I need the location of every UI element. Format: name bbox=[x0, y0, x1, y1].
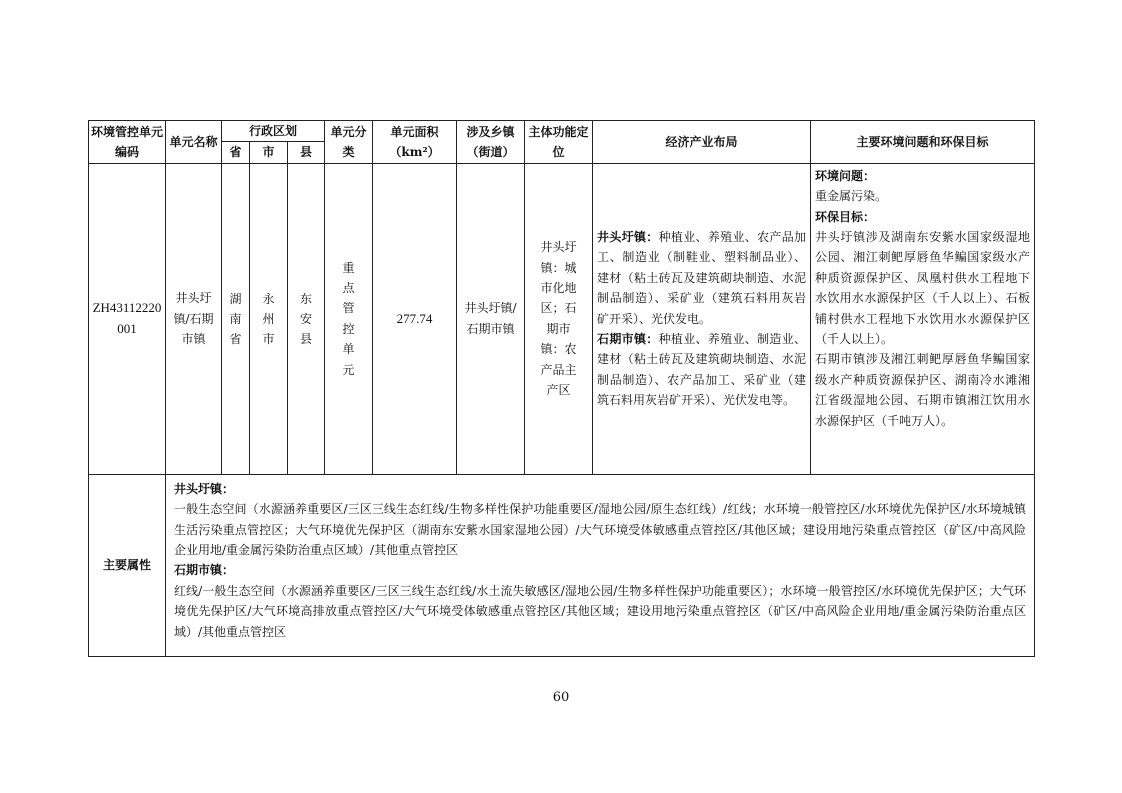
issues-problem-text: 重金属污染。 bbox=[815, 189, 888, 204]
attributes-town2-label: 石期市镇： bbox=[174, 563, 235, 578]
cell-city bbox=[250, 163, 288, 474]
economy-town1-text: 种植业、养殖业、农产品加工、制造业（制鞋业、塑料制品业）、建材（粘土砖瓦及建筑砌块制造、水泥制品制造）、采矿业（建筑石料用灰岩矿开采）、光伏发电。 bbox=[597, 229, 807, 326]
economy-town1-label: 井头圩镇： bbox=[597, 229, 659, 244]
cell-code: ZH43112220001 bbox=[89, 163, 166, 474]
attributes-content bbox=[166, 474, 1035, 656]
cell-towns: 井头圩镇/石期市镇 bbox=[457, 163, 525, 474]
economy-town1 bbox=[597, 227, 806, 329]
issues-goal-label: 环保目标： bbox=[815, 209, 876, 224]
header-province: 省 bbox=[222, 142, 250, 163]
attributes-town1-label: 井头圩镇： bbox=[174, 481, 235, 496]
cell-province-text: 湖南省 bbox=[229, 291, 242, 346]
cell-function: 井头圩镇：城市化地区；石期市镇：农产品主产区 bbox=[525, 163, 593, 474]
attributes-town2-text: 红线/一般生态空间（水源涵养重要区/三区三线生态红线/水土流失敏感区/湿地公园/生物多样性保护功能重要区）；水环境一般管控区/水环境优先保护区；大气环境优先保护区/大气环境高排放重点管控区/大气环境受体敏感重点管控区/其他区域；建设用地污染重点管控区（矿区/中高风险企业用地/重金属污染防治重点区域）/其他重点管控区 bbox=[174, 583, 1027, 639]
issues-problem-label: 环境问题： bbox=[815, 168, 876, 183]
header-admin: 行政区划 bbox=[222, 121, 325, 142]
cell-issues bbox=[811, 163, 1035, 474]
economy-town2-text: 种植业、养殖业、制造业、建材（粘土砖瓦及建筑砌块制造、水泥制品制造）、农产品加工、采矿业（建筑石料用灰岩矿开采）、光伏发电等。 bbox=[597, 332, 807, 408]
header-towns: 涉及乡镇（街道） bbox=[457, 121, 525, 164]
header-issues: 主要环境问题和环保目标 bbox=[811, 121, 1035, 164]
environmental-control-unit-table bbox=[88, 120, 1035, 657]
cell-county-text: 东安县 bbox=[300, 291, 313, 346]
economy-town2 bbox=[597, 329, 806, 411]
header-code: 环境管控单元编码 bbox=[89, 121, 166, 164]
issues-goal-text2: 石期市镇涉及湘江刺鲃厚唇鱼华鳊国家级水产种质资源保护区、湖南冷水滩湘江省级湿地公园、石期市镇湘江饮用水水源保护区（千吨万人）。 bbox=[815, 352, 1031, 428]
cell-city-text: 永州市 bbox=[262, 291, 275, 346]
attributes-label: 主要属性 bbox=[89, 474, 166, 656]
header-function: 主体功能定位 bbox=[525, 121, 593, 164]
cell-county bbox=[288, 163, 325, 474]
cell-area: 277.74 bbox=[373, 163, 457, 474]
economy-town2-label: 石期市镇： bbox=[597, 332, 659, 347]
cell-name: 井头圩镇/石期市镇 bbox=[166, 163, 222, 474]
header-area: 单元面积（km²） bbox=[373, 121, 457, 164]
cell-category: 重点管控单元 bbox=[325, 163, 373, 474]
header-county: 县 bbox=[288, 142, 325, 163]
cell-economy bbox=[593, 163, 811, 474]
attributes-town1-text: 一般生态空间（水源涵养重要区/三区三线生态红线/生物多样性保护功能重要区/湿地公园/原生态红线）/红线；水环境一般管控区/水环境优先保护区/水环境城镇生活污染重点管控区；大气环境优先保护区（湖南东安紫水国家湿地公园）/大气环境受体敏感重点管控区/其他区域；建设用地污染重点管控区（矿区/中高风险企业用地/重金属污染防治重点区域）/其他重点管控区 bbox=[174, 502, 1027, 558]
page-number: 60 bbox=[552, 690, 570, 705]
header-city: 市 bbox=[250, 142, 288, 163]
cell-province bbox=[222, 163, 250, 474]
header-name: 单元名称 bbox=[166, 121, 222, 164]
issues-goal-text1: 井头圩镇涉及湖南东安紫水国家级湿地公园、湘江刺鲃厚唇鱼华鳊国家级水产种质资源保护区、凤凰村供水工程地下水饮用水水源保护区（千人以上）、石板铺村供水工程地下水饮用水水源保护区（千人以上）。 bbox=[815, 230, 1031, 347]
header-economy: 经济产业布局 bbox=[593, 121, 811, 164]
header-category: 单元分类 bbox=[325, 121, 373, 164]
